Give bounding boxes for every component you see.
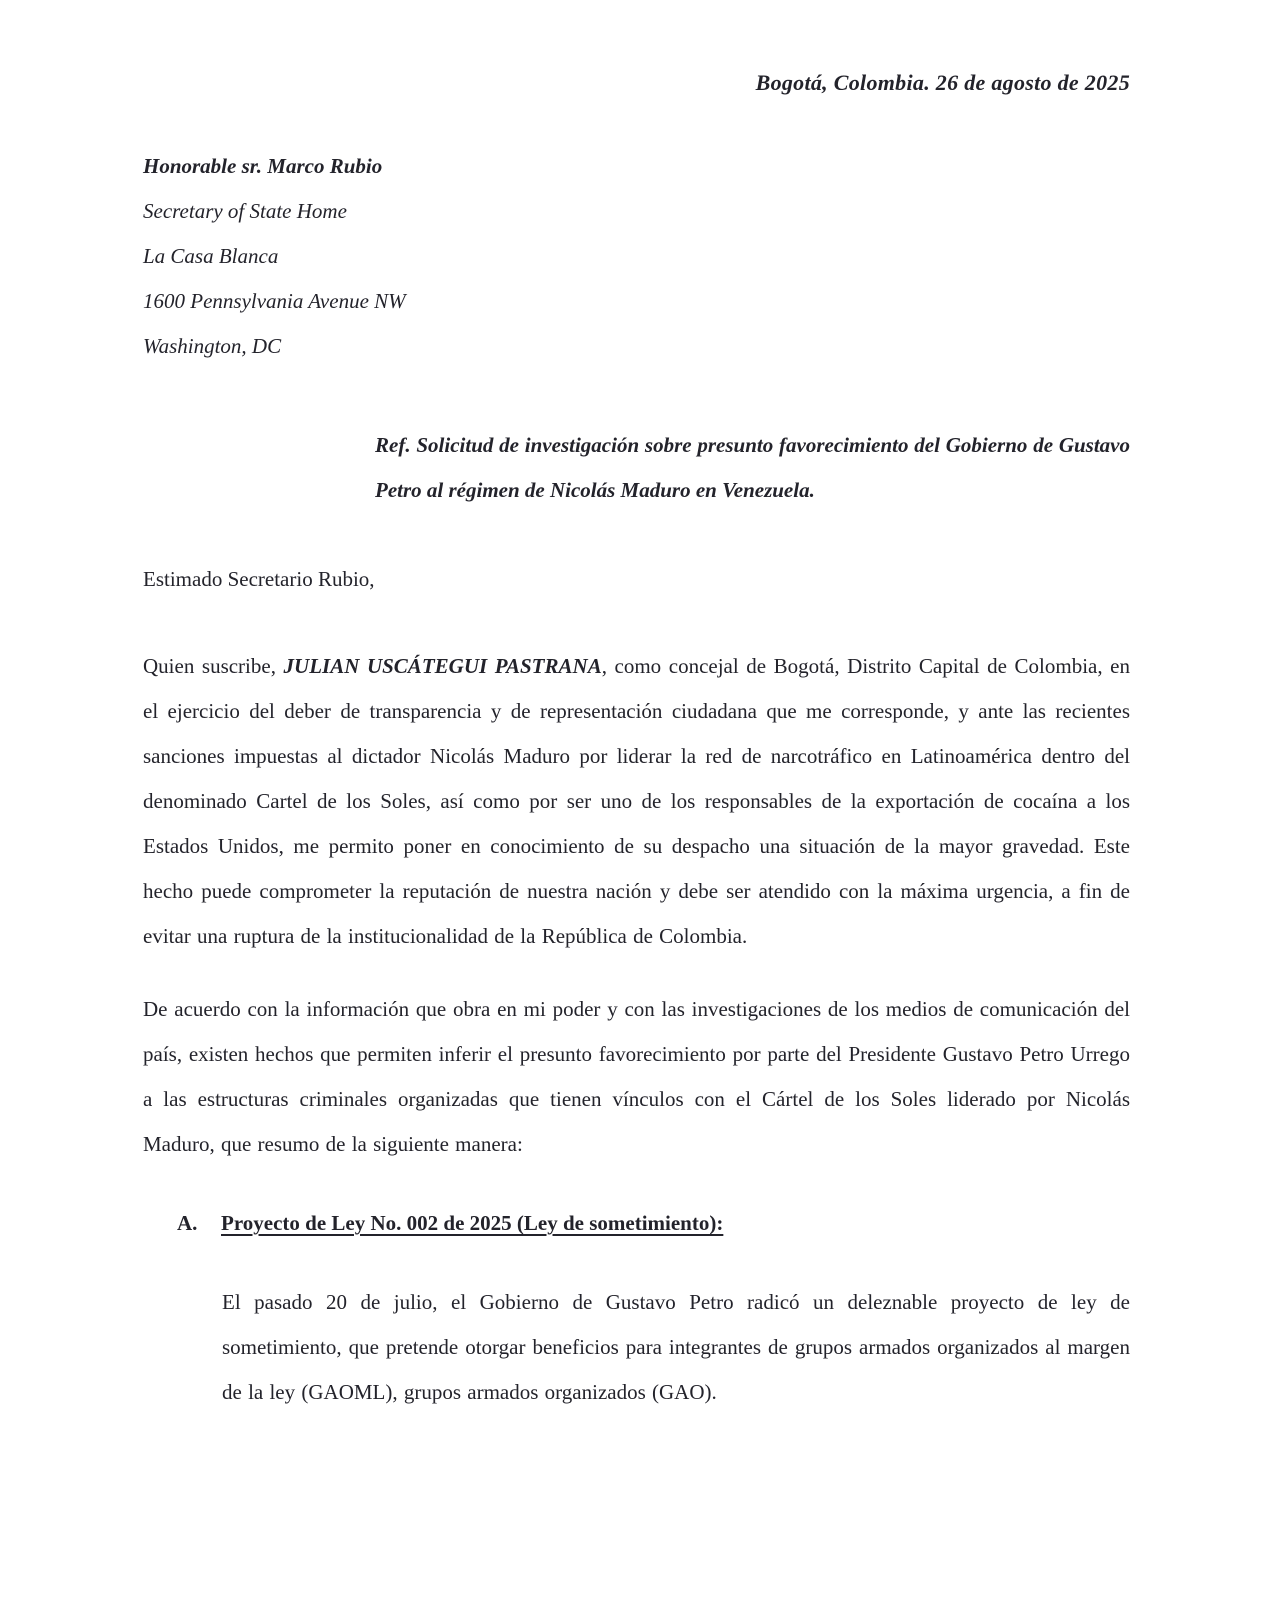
- recipient-address-line: La Casa Blanca: [143, 244, 279, 268]
- section-a-title: Proyecto de Ley No. 002 de 2025 (Ley de sometimiento):: [221, 1211, 724, 1235]
- paragraph-1-rest: , como concejal de Bogotá, Distrito Capital de Colombia, en el ejercicio del deber de transparencia y de representación ciudadana que me corresponde, y ante las recientes sanciones impuestas al dictador Nicolás Maduro por liderar la red de narcotráfico en Latinoamérica dentro del denominado Cartel de los Soles, así como por ser uno de los responsables de la exportación de cocaína a los Estados Unidos, me permito poner en conocimiento de su despacho una situación de la mayor gravedad. Este hecho puede comprometer la reputación de nuestra nación y debe ser atendido con la máxima urgencia, a fin de evitar una ruptura de la institucionalidad de la República de Colombia.: [143, 654, 1130, 948]
- section-a-heading: [177, 1201, 1130, 1246]
- recipient-address-line: Secretary of State Home: [143, 199, 347, 223]
- recipient-address-line: 1600 Pennsylvania Avenue NW: [143, 289, 406, 313]
- recipient-address-line: Washington, DC: [143, 334, 282, 358]
- recipient-name: Honorable sr. Marco Rubio: [143, 154, 383, 178]
- section-a-label: A.: [177, 1211, 198, 1235]
- section-a-paragraph: El pasado 20 de julio, el Gobierno de Gustavo Petro radicó un deleznable proyecto de ley de sometimiento, que pretende otorgar beneficios para integrantes de grupos armados organizados al margen de la ley (GAOML), grupos armados organizados (GAO).: [222, 1290, 1130, 1404]
- body-paragraph-2: De acuerdo con la información que obra en mi poder y con las investigaciones de los medios de comunicación del país, existen hechos que permiten inferir el presunto favorecimiento por parte del Presidente Gustavo Petro Urrego a las estructuras criminales organizadas que tienen vínculos con el Cártel de los Soles liderado por Nicolás Maduro, que resumo de la siguiente manera:: [143, 997, 1130, 1156]
- recipient-block: [143, 144, 1130, 369]
- paragraph-1-lead: Quien suscribe,: [143, 654, 284, 678]
- salutation: Estimado Secretario Rubio,: [143, 567, 375, 591]
- reference-line: Ref. Solicitud de investigación sobre presunto favorecimiento del Gobierno de Gustavo Petro al régimen de Nicolás Maduro en Venezuela.: [375, 433, 1130, 502]
- date-line: Bogotá, Colombia. 26 de agosto de 2025: [755, 70, 1130, 95]
- body-paragraph-1: [143, 644, 1130, 959]
- sender-name: JULIAN USCÁTEGUI PASTRANA: [283, 654, 602, 678]
